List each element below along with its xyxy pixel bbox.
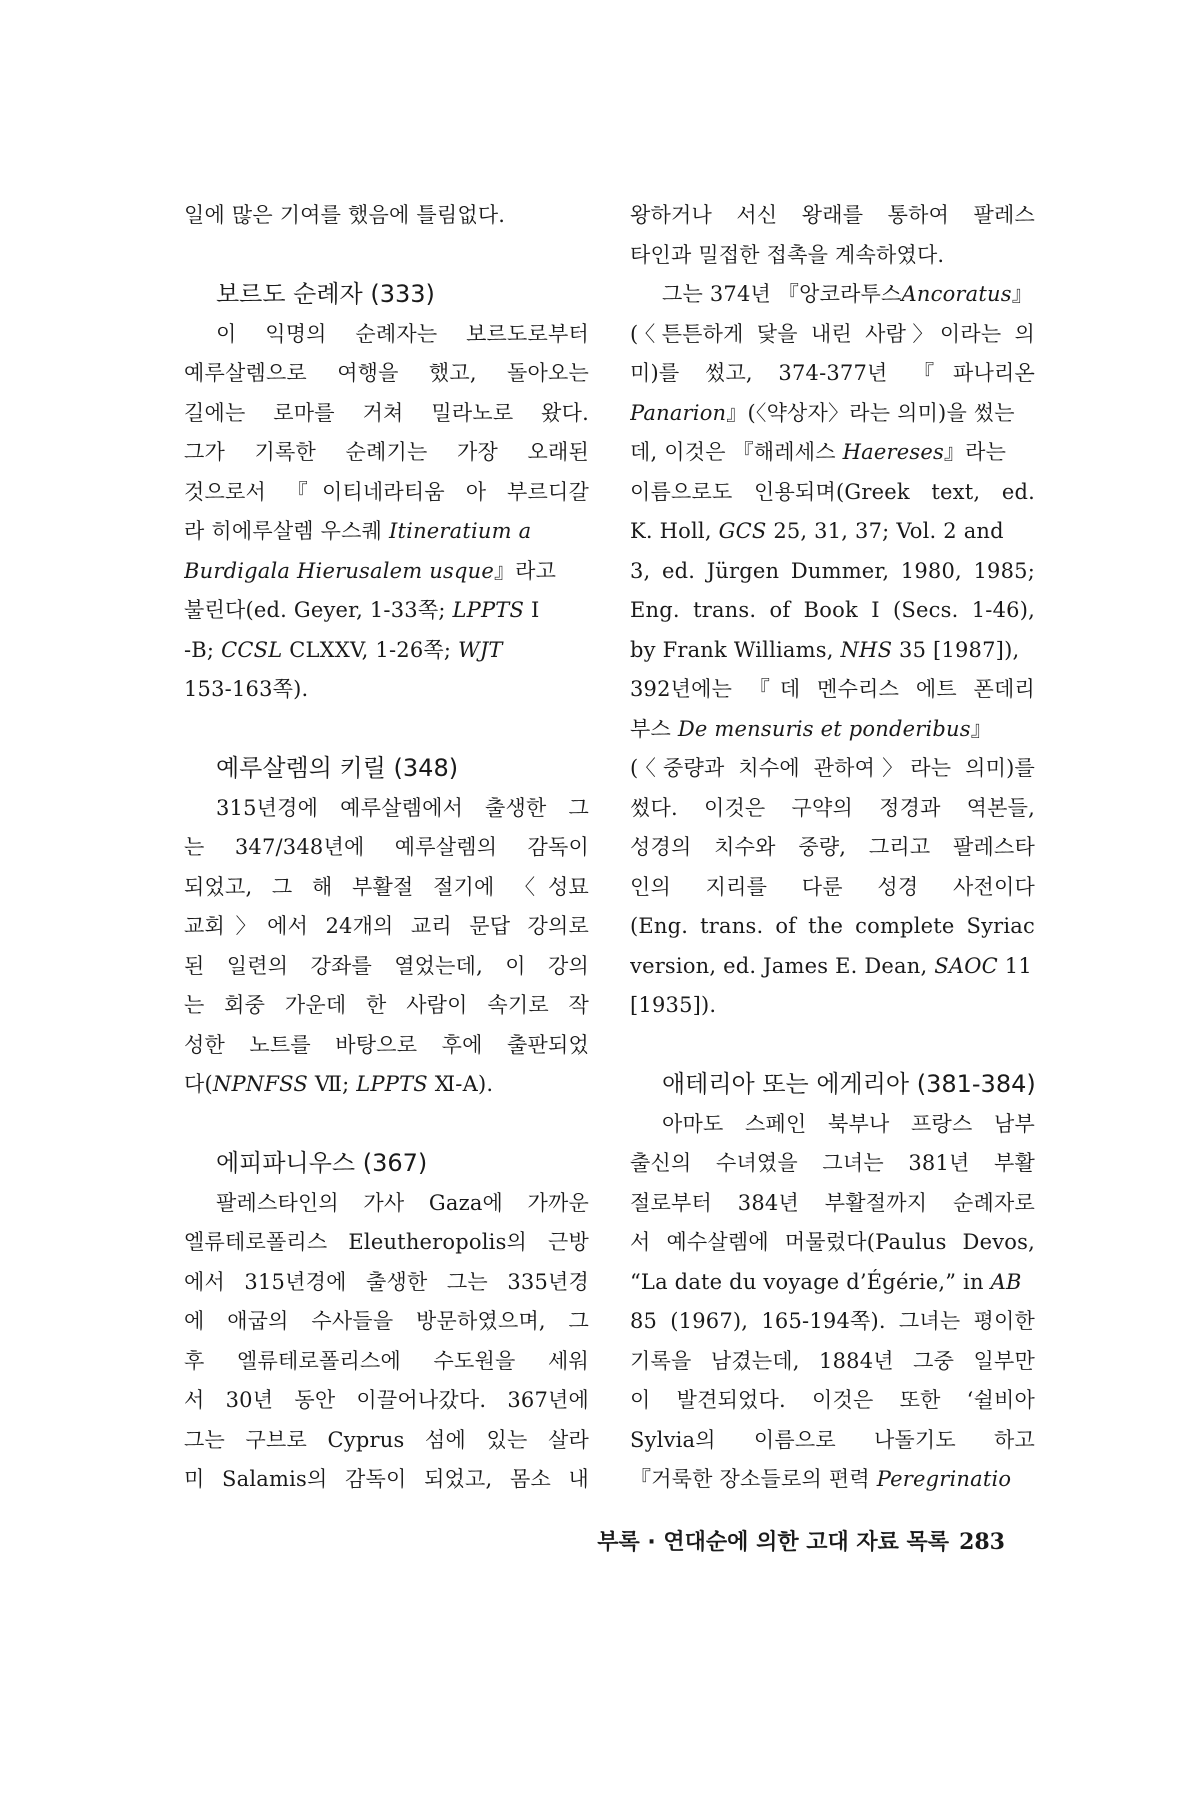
text-line: 3, ed. Jürgen Dummer, 1980, 1985; (630, 558, 1035, 583)
right-column (630, 196, 1035, 1500)
text-line: 그가 기록한 순례기는 가장 오래된 (184, 440, 589, 464)
text-line: 된 일련의 강좌를 열었는데, 이 강의 (184, 953, 589, 978)
text-line: 는 347/348년에 예루살렘의 감독이 (184, 835, 589, 859)
latin-title: Panarion (630, 400, 727, 425)
left-column (184, 196, 589, 1500)
text-line: 는 회중 가운데 한 사람이 속기로 작 (184, 993, 589, 1017)
text-line: 이 발견되었다. 이것은 또한 ‘쉴비아 (630, 1388, 1035, 1412)
abbrev: AB (990, 1269, 1022, 1294)
text-line: [1935]). (630, 993, 717, 1017)
text-line: 팔레스타인의 가사 Gaza에 가까운 (216, 1190, 589, 1215)
latin-title: Ancoratus (901, 282, 1012, 306)
abbrev: SAOC (934, 953, 998, 978)
text-line: 미)를 썼고, 374-377년 『파나리온 (630, 361, 1035, 385)
abbrev: LPPTS (356, 1072, 428, 1096)
text-line: 392년에는 『데 멘수리스 에트 폰데리 (630, 677, 1035, 701)
text-line: 라 히에루살렘 우스퀘 Itineratium a (184, 519, 532, 543)
latin-title: Peregrinatio (876, 1467, 1012, 1491)
text-line: 타인과 밀접한 접촉을 계속하였다. (630, 242, 945, 267)
abbrev: LPPTS (452, 598, 525, 622)
running-title: 부록 · 연대순에 의한 고대 자료 목록 (597, 1530, 950, 1555)
text-line: (〈튼튼하게 닻을 내린 사람〉이라는 의 (630, 321, 1035, 346)
text-line: 절로부터 384년 부활절까지 순례자로 (630, 1190, 1035, 1215)
text-line: 엘류테로폴리스 Eleutheropolis의 근방 (184, 1230, 589, 1254)
text-line: 315년경에 예루살렘에서 출생한 그 (216, 795, 589, 820)
text-line: 다(NPNFSS Ⅶ; LPPTS Ⅺ-A). (184, 1072, 494, 1096)
text-line: -B; CCSL CLXXV, 1-26쪽; WJT (184, 637, 503, 662)
text-line: 85 (1967), 165-194쪽). 그녀는 평이한 (630, 1309, 1035, 1333)
text-line: 153-163쪽). (184, 677, 309, 701)
page-footer (597, 1525, 1005, 1556)
latin-title: Itineratium a (389, 519, 532, 543)
text-line: (〈중량과 치수에 관하여〉라는 의미)를 (630, 756, 1035, 780)
text-line: 출신의 수녀였을 그녀는 381년 부활 (630, 1151, 1035, 1175)
latin-title: Burdigala Hierusalem usque (184, 558, 494, 583)
abbrev: WJT (458, 637, 503, 662)
text-line: 그는 구브로 Cyprus 섬에 있는 살라 (184, 1427, 589, 1452)
text-line: 후 엘류테로폴리스에 수도원을 세워 (184, 1348, 589, 1373)
text-line: 아마도 스페인 북부나 프랑스 남부 (662, 1111, 1035, 1136)
latin-title: Haereses (842, 440, 944, 464)
text-line: Eng. trans. of Book I (Secs. 1-46), (630, 598, 1035, 622)
text-line: 이름으로도 인용되며(Greek text, ed. (630, 479, 1035, 504)
text-line: 기록을 남겼는데, 1884년 그중 일부만 (630, 1348, 1035, 1373)
section-heading-epiphanius: 에피파니우스 (367) (216, 1149, 428, 1177)
text-line: by Frank Williams, NHS 35 [1987]), (630, 637, 1020, 662)
text-line: 이 익명의 순례자는 보르도로부터 (216, 321, 589, 346)
text-line: 부스 De mensuris et ponderibus』 (630, 716, 992, 741)
text-line: 것으로서 『이티네라티움 아 부르디갈 (184, 479, 589, 504)
text-line: 데, 이것은 『해레세스 Haereses』라는 (630, 440, 1007, 464)
text-line: 서 예수살렘에 머물렀다(Paulus Devos, (630, 1230, 1035, 1254)
section-heading-egeria: 애테리아 또는 에게리아 (381-384) (662, 1070, 1036, 1098)
text-line: 미 Salamis의 감독이 되었고, 몸소 내 (184, 1467, 589, 1491)
text-line: 그는 374년 『앙코라투스Ancoratus』 (662, 282, 1033, 306)
text-line: 왕하거나 서신 왕래를 통하여 팔레스 (630, 203, 1035, 227)
page-number: 283 (959, 1529, 1005, 1555)
text-line: 서 30년 동안 이끌어나갔다. 367년에 (184, 1388, 589, 1412)
section-heading-bordeaux-pilgrim: 보르도 순례자 (333) (216, 280, 435, 308)
text-line: 교회〉에서 24개의 교리 문답 강의로 (184, 914, 589, 938)
section-heading-cyril: 예루살렘의 키릴 (348) (216, 754, 459, 782)
text-line: 길에는 로마를 거쳐 밀라노로 왔다. (184, 400, 589, 425)
text-line: 인의 지리를 다룬 성경 사전이다 (630, 874, 1035, 899)
text-line: Burdigala Hierusalem usque』라고 (184, 558, 557, 583)
text-line: 『거룩한 장소들로의 편력 Peregrinatio (630, 1467, 1012, 1491)
text-line: Panarion』(〈약상자〉라는 의미)을 썼는 (630, 400, 1015, 425)
text-line: “La date du voyage d’Égérie,” in AB (630, 1269, 1022, 1294)
text-line: 되었고, 그 해 부활절 절기에 〈성묘 (184, 874, 589, 899)
abbrev: NPNFSS (212, 1072, 308, 1096)
text-line: 에 애굽의 수사들을 방문하였으며, 그 (184, 1309, 589, 1333)
text-line: 불린다(ed. Geyer, 1-33쪽; LPPTS I (184, 598, 540, 622)
text-line: (Eng. trans. of the complete Syriac (630, 914, 1035, 938)
latin-title: De mensuris et ponderibus (677, 716, 971, 741)
text-line: version, ed. James E. Dean, SAOC 11 (630, 953, 1032, 978)
abbrev: GCS (718, 519, 767, 543)
text-line: Sylvia의 이름으로 나돌기도 하고 (630, 1427, 1035, 1452)
text-line: 일에 많은 기여를 했음에 틀림없다. (184, 203, 506, 227)
text-line: 성한 노트를 바탕으로 후에 출판되었 (184, 1032, 589, 1057)
text-line: 썼다. 이것은 구약의 정경과 역본들, (630, 795, 1035, 820)
text-line: 에서 315년경에 출생한 그는 335년경 (184, 1269, 589, 1294)
abbrev: CCSL (221, 637, 283, 662)
text-line: K. Holl, GCS 25, 31, 37; Vol. 2 and (630, 519, 1004, 543)
text-line: 성경의 치수와 중량, 그리고 팔레스타 (630, 835, 1035, 859)
abbrev: NHS (840, 637, 893, 662)
text-line: 예루살렘으로 여행을 했고, 돌아오는 (184, 361, 589, 385)
